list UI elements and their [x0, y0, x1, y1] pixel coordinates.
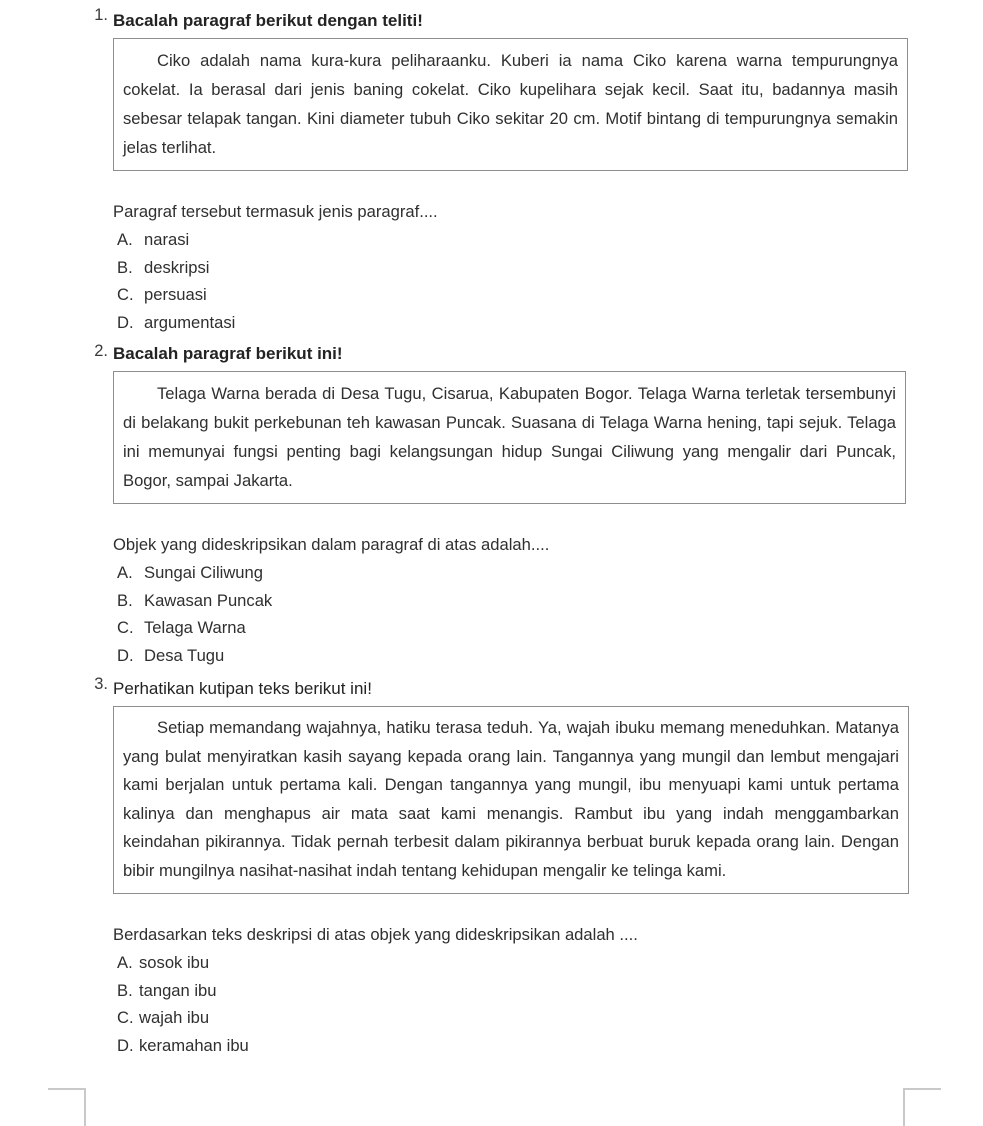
- question-leadin-3: Berdasarkan teks deskripsi di atas objek yang dideskripsikan adalah ....: [113, 925, 638, 944]
- question-leadin-2: Objek yang dideskripsikan dalam paragraf di atas adalah....: [113, 535, 550, 554]
- option-text: wajah ibu: [139, 1008, 210, 1027]
- option-letter: B.: [117, 980, 133, 1000]
- question-number-1: 1.: [94, 6, 108, 24]
- question-leadin-1: Paragraf tersebut termasuk jenis paragraf....: [113, 202, 438, 221]
- option-letter: C.: [117, 1008, 134, 1027]
- option-1-d[interactable]: [113, 309, 983, 337]
- passage-box-3: [113, 706, 909, 894]
- option-text: narasi: [144, 230, 190, 249]
- option-1-a[interactable]: [113, 226, 983, 254]
- option-list-2: [113, 559, 983, 669]
- option-3-d[interactable]: [113, 1032, 983, 1060]
- option-3-b[interactable]: [113, 977, 983, 1005]
- option-letter: C.: [117, 285, 134, 304]
- option-2-d[interactable]: [113, 642, 983, 670]
- option-3-a[interactable]: [113, 949, 983, 977]
- crop-mark-bottom-right: [903, 1088, 941, 1126]
- option-letter: A.: [117, 563, 133, 582]
- question-item-2: [0, 336, 983, 669]
- option-letter: A.: [117, 230, 133, 249]
- passage-box-2: [113, 371, 906, 504]
- passage-text-2: Telaga Warna berada di Desa Tugu, Cisarua, Kabupaten Bogor. Telaga Warna terletak tersembunyi di belakang bukit perkebunan teh kawasan Puncak. Suasana di Telaga Warna hening, tapi sejuk. Telaga ini memunyai fungsi penting bagi kelangsungan hidup Sungai Ciliwung yang mengalir dari Puncak, Bogor, sampai Jakarta.: [123, 384, 896, 490]
- question-number-2: 2.: [94, 342, 108, 360]
- question-stem-3: Perhatikan kutipan teks berikut ini!: [113, 679, 372, 698]
- option-letter: B.: [117, 590, 133, 610]
- passage-text-3: Setiap memandang wajahnya, hatiku terasa teduh. Ya, wajah ibuku memang meneduhkan. Matanya yang bulat menyiratkan kasih sayang kepada orang lain. Tangannya yang mungil dan lembut mengajari kami berjalan untuk pertama kali. Dengan tangannya yang mungil, ibu menyuapi kami untuk pertama kalinya dan menghapus air mata saat kami menangis. Rambut ibu yang indah menggambarkan keindahan pikirannya. Tidak pernah terbesit dalam pikirannya berbuat buruk kepada orang lain. Dengan bibir mungilnya nasihat-nasihat indah tentang kehidupan mengalir ke telinga kami.: [123, 718, 899, 880]
- question-number-3: 3.: [94, 675, 108, 693]
- option-2-c[interactable]: [113, 614, 983, 642]
- option-list-3: [113, 949, 983, 1059]
- option-letter: A.: [117, 953, 133, 972]
- question-item-3: [0, 669, 983, 1059]
- option-text: sosok ibu: [139, 953, 210, 972]
- option-letter: B.: [117, 257, 133, 277]
- option-text: argumentasi: [144, 312, 236, 332]
- option-1-b[interactable]: [113, 254, 983, 282]
- option-letter: D.: [117, 645, 134, 665]
- option-2-b[interactable]: [113, 587, 983, 615]
- option-text: keramahan ibu: [139, 1035, 249, 1055]
- option-text: Telaga Warna: [144, 618, 246, 637]
- option-letter: D.: [117, 312, 134, 332]
- option-3-c[interactable]: [113, 1004, 983, 1032]
- question-stem-1: Bacalah paragraf berikut dengan teliti!: [113, 11, 423, 30]
- option-1-c[interactable]: [113, 281, 983, 309]
- option-text: deskripsi: [144, 257, 210, 277]
- question-stem-2: Bacalah paragraf berikut ini!: [113, 344, 343, 363]
- passage-text-1: Ciko adalah nama kura-kura peliharaanku. Kuberi ia nama Ciko karena warna tempurungnya cokelat. Ia berasal dari jenis baning cokelat. Ciko kupelihara sejak kecil. Saat itu, badannya masih sebesar telapak tangan. Kini diameter tubuh Ciko sekitar 20 cm. Motif bintang di tempurungnya semakin jelas terlihat.: [123, 51, 898, 157]
- option-letter: D.: [117, 1035, 134, 1055]
- option-text: persuasi: [144, 285, 207, 304]
- question-item-1: [0, 0, 983, 336]
- option-text: Desa Tugu: [144, 645, 225, 665]
- option-text: Kawasan Puncak: [144, 590, 273, 610]
- option-letter: C.: [117, 618, 134, 637]
- option-list-1: [113, 226, 983, 336]
- crop-mark-bottom-left: [48, 1088, 86, 1126]
- passage-box-1: [113, 38, 908, 171]
- option-text: tangan ibu: [139, 980, 217, 1000]
- option-2-a[interactable]: [113, 559, 983, 587]
- option-text: Sungai Ciliwung: [144, 563, 263, 582]
